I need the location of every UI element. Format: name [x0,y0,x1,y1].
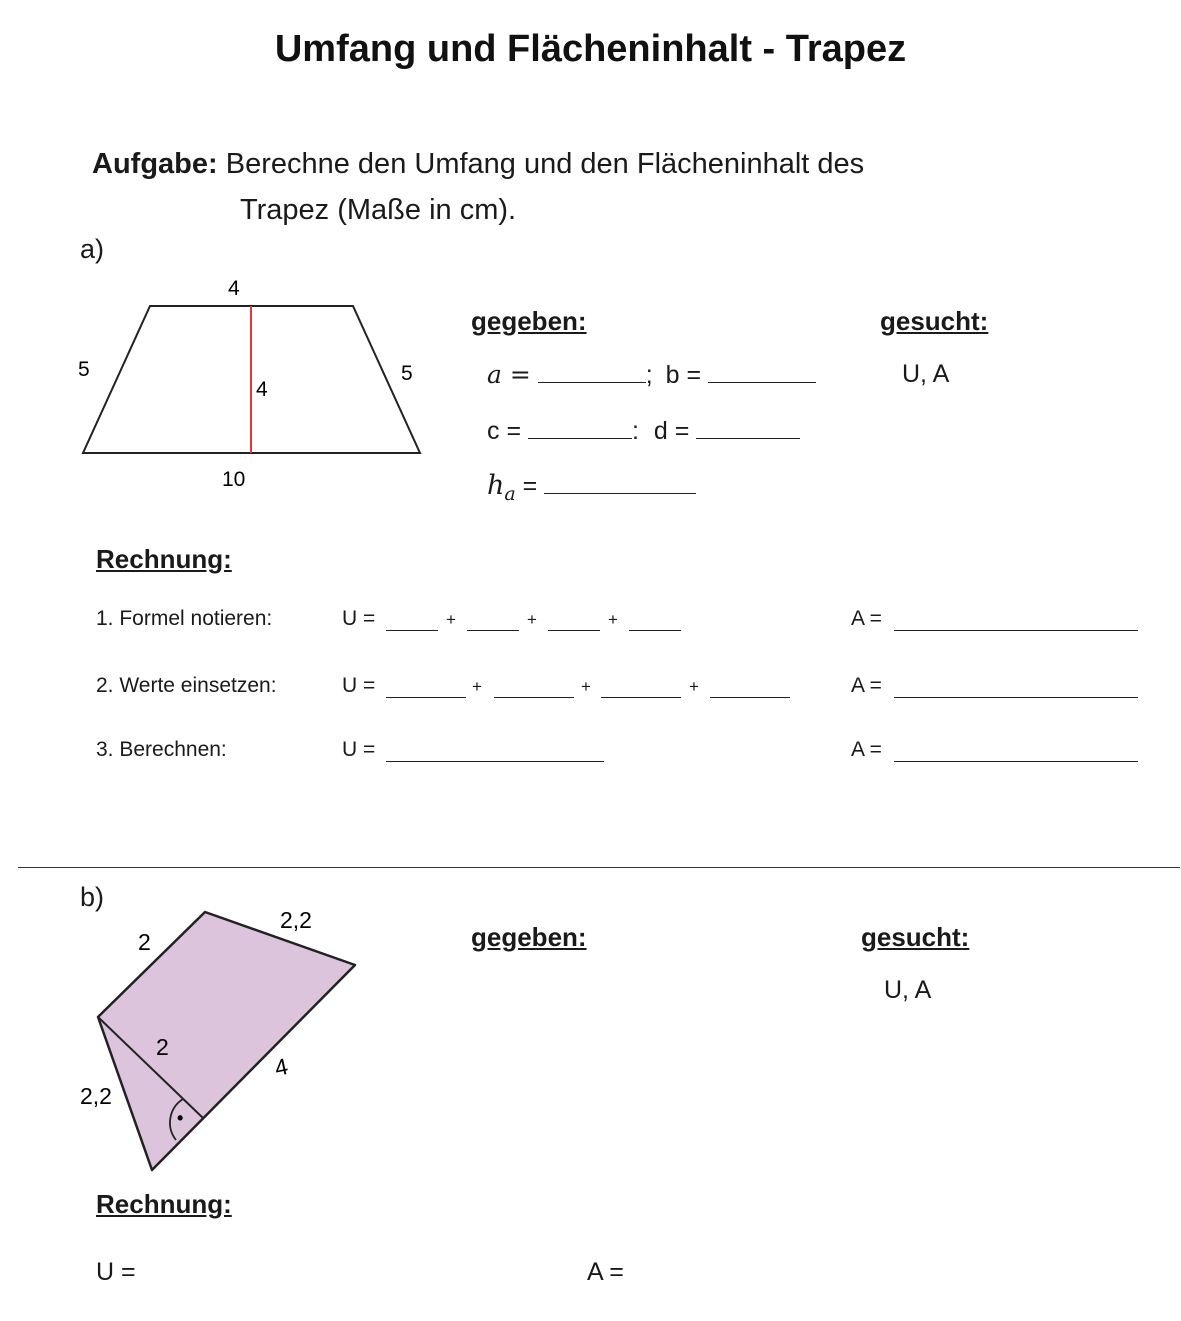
label-bottom-side: 10 [222,468,246,491]
calc-heading-b: Rechnung: [96,1189,232,1219]
step-2-u-blank-2[interactable] [494,697,574,698]
label-right-side: 5 [401,362,413,385]
label-top-side: 4 [228,277,240,300]
a-label-b: A = [587,1258,624,1286]
step-1-u-blank-4[interactable] [629,630,681,631]
sought-heading-a: gesucht: [880,306,989,336]
trapezoid-figure-a [70,270,430,490]
given-h-row [487,470,696,505]
calc-heading-a: Rechnung: [96,544,232,574]
step-1-u-label: U = [342,607,376,630]
step-1-u-blank-1[interactable] [386,630,438,631]
task-text-1: Berechne den Umfang und den Flächeninhalt des [225,148,865,180]
label-b-bottom-right: 4 [272,1052,291,1081]
step-3-a-blank[interactable] [894,761,1138,762]
trapezoid-b-shape [98,912,355,1170]
step-3-u-blank[interactable] [386,761,604,762]
step-1-plus-3: + [608,610,618,629]
separator-1: ; [645,361,653,389]
step-1-u-blank-2[interactable] [467,630,519,631]
step-1-plus-1: + [446,610,456,629]
step-2-a-label: A = [851,674,882,697]
given-heading-a: gegeben: [471,306,587,336]
step-2-u-blank-1[interactable] [386,697,466,698]
right-angle-dot: • [177,1108,184,1128]
trapezoid-figure-b [75,900,375,1170]
task-line-1 [92,148,864,181]
label-b-top-right: 2,2 [280,907,312,933]
sought-heading-b: gesucht: [861,922,970,952]
step-1-plus-2: + [527,610,537,629]
u-label-b: U = [96,1258,136,1286]
label-left-side: 5 [78,358,90,381]
step-2-plus-1: + [472,677,482,696]
step-1-a-blank[interactable] [894,630,1138,631]
task-text-2: Trapez (Maße in cm). [240,194,517,226]
blank-h[interactable] [544,471,696,494]
task-label: Aufgabe: [92,148,218,180]
given-h-equals: = [522,472,538,500]
step-1-a-label: A = [851,607,882,630]
given-c-label: c = [487,417,522,445]
given-c-d-row [487,416,800,446]
given-heading-b: gegeben: [471,922,587,952]
given-a-b-row [487,360,816,390]
step-2-u-blank-4[interactable] [710,697,790,698]
given-d-label: d = [653,417,690,445]
page-title: Umfang und Flächeninhalt - Trapez [274,28,907,70]
step-2-u-blank-3[interactable] [601,697,681,698]
part-a-label: a) [80,234,105,264]
step-2-label: 2. Werte einsetzen: [96,674,277,697]
step-3-u-label: U = [342,738,376,761]
blank-a[interactable] [538,360,646,383]
step-2-u-label: U = [342,674,376,697]
blank-d[interactable] [696,416,800,439]
sought-value-b: U, A [884,976,932,1004]
given-h-subscript: a [504,483,516,505]
step-1-label: 1. Formel notieren: [96,607,273,630]
label-height: 4 [256,378,268,401]
step-2-plus-2: + [581,677,591,696]
separator-2: : [632,417,639,445]
given-a-label: a = [487,360,531,389]
label-b-top-left: 2 [138,929,151,955]
given-b-label: b = [665,361,702,389]
step-2-a-blank[interactable] [894,697,1138,698]
step-2-plus-3: + [689,677,699,696]
blank-c[interactable] [528,416,632,439]
step-3-label: 3. Berechnen: [96,738,227,761]
part-b-label: b) [80,882,105,912]
section-divider [18,867,1180,868]
label-b-height: 2 [156,1034,169,1060]
step-3-a-label: A = [851,738,882,761]
blank-b[interactable] [708,360,816,383]
label-b-left: 2,2 [80,1083,112,1109]
given-h-label: h [487,470,505,501]
sought-value-a: U, A [902,360,950,388]
step-1-u-blank-3[interactable] [548,630,600,631]
